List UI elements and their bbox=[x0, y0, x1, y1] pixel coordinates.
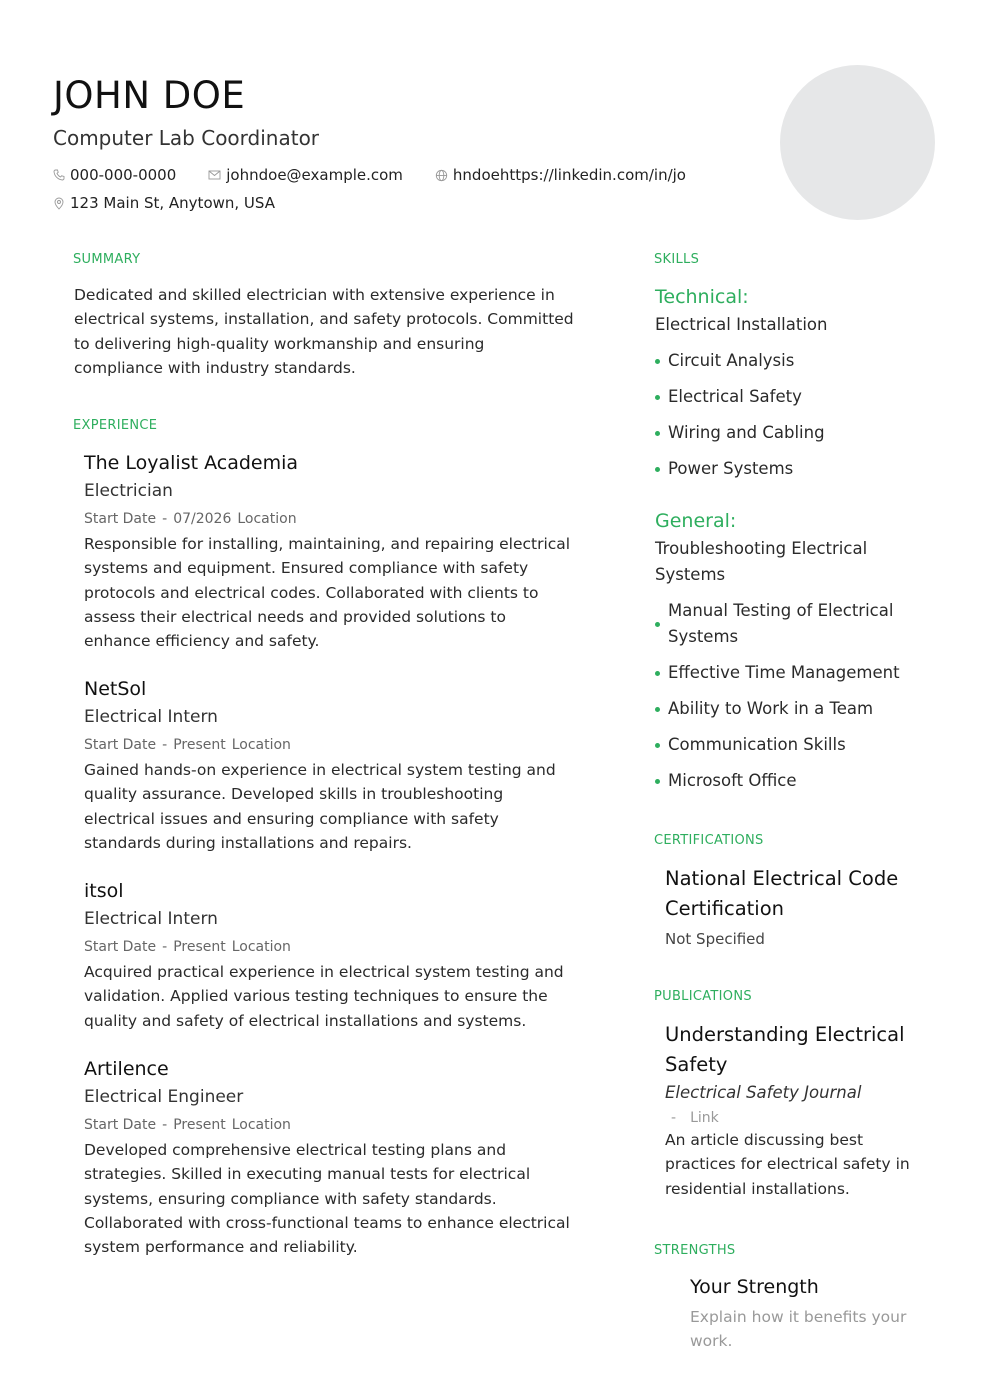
email-text[interactable]: johndoe@example.com bbox=[226, 166, 403, 184]
strength-description: Explain how it benefits your work. bbox=[690, 1308, 907, 1351]
job-description: Gained hands-on experience in electrical system testing and quality assurance. Developed skills in troubleshooting electrical issues and ensuring compliance with safety standards during installations and repairs. bbox=[84, 761, 556, 852]
job-role: Electrical Engineer bbox=[84, 1087, 244, 1107]
summary-heading: SUMMARY bbox=[73, 252, 141, 267]
job-date-sep: - bbox=[162, 737, 168, 753]
website-text[interactable]: hndoehttps://linkedin.com/in/jo bbox=[452, 166, 686, 184]
job-date-sep: - bbox=[162, 1117, 168, 1133]
bullet-icon bbox=[655, 622, 660, 627]
experience-item bbox=[84, 450, 574, 653]
job-meta bbox=[84, 735, 574, 755]
job-role: Electrical Intern bbox=[84, 909, 218, 929]
skill-item: Microsoft Office bbox=[655, 768, 915, 794]
skill-list bbox=[655, 598, 915, 794]
phone-text: 000-000-0000 bbox=[70, 166, 177, 184]
candidate-name: JOHN DOE bbox=[53, 74, 246, 117]
certification-issuer: Not Specified bbox=[665, 930, 765, 948]
job-meta bbox=[84, 937, 574, 957]
skill-item: Circuit Analysis bbox=[655, 348, 915, 374]
bullet-icon bbox=[655, 671, 660, 676]
skill-list bbox=[655, 348, 915, 482]
phone-icon bbox=[53, 169, 65, 181]
publication-link-row bbox=[665, 1110, 915, 1126]
publication-title: Understanding Electrical Safety bbox=[665, 1023, 905, 1076]
address-row bbox=[53, 194, 307, 212]
job-description: Acquired practical experience in electrical system testing and validation. Applied various testing techniques to ensure the quality and safety of electrical installations and systems. bbox=[84, 963, 564, 1030]
skill-item: Electrical Safety bbox=[655, 384, 915, 410]
job-location: Location bbox=[237, 511, 297, 527]
job-end: Present bbox=[173, 737, 226, 753]
job-location: Location bbox=[231, 1117, 291, 1133]
company-name: NetSol bbox=[84, 678, 147, 700]
job-role: Electrical Intern bbox=[84, 707, 218, 727]
publication-description: An article discussing best practices for electrical safety in residential installations. bbox=[665, 1131, 910, 1198]
job-role: Electrician bbox=[84, 481, 173, 501]
skill-item: Electrical Installation bbox=[655, 315, 828, 334]
contact-address bbox=[53, 194, 275, 212]
publications-heading: PUBLICATIONS bbox=[654, 989, 752, 1004]
job-date-sep: - bbox=[162, 511, 168, 527]
skill-item: Manual Testing of Electrical Systems bbox=[655, 598, 915, 650]
certification-item bbox=[665, 864, 915, 948]
candidate-title: Computer Lab Coordinator bbox=[53, 126, 320, 150]
globe-icon bbox=[435, 169, 448, 182]
skill-item: Troubleshooting Electrical Systems bbox=[655, 539, 868, 584]
certifications-heading: CERTIFICATIONS bbox=[654, 833, 764, 848]
skill-item: Communication Skills bbox=[655, 732, 915, 758]
profile-photo-placeholder bbox=[780, 65, 935, 220]
job-end: Present bbox=[173, 1117, 226, 1133]
publication-journal: Electrical Safety Journal bbox=[665, 1083, 862, 1102]
contact-email[interactable] bbox=[208, 166, 403, 184]
job-description: Developed comprehensive electrical testing plans and strategies. Skilled in executing manual tests for electrical systems, ensuring compliance with safety standards. Collaborated with cross-functional teams to enhance electrical system performance and reliability. bbox=[84, 1141, 570, 1257]
job-end: 07/2026 bbox=[173, 511, 232, 527]
skill-group-general bbox=[655, 508, 915, 794]
bullet-icon bbox=[655, 743, 660, 748]
skill-category: Technical: bbox=[655, 286, 749, 308]
skill-item: Ability to Work in a Team bbox=[655, 696, 915, 722]
publication-item bbox=[665, 1020, 915, 1201]
company-name: The Loyalist Academia bbox=[84, 452, 299, 474]
job-description: Responsible for installing, maintaining, and repairing electrical systems and equipment. Ensured compliance with safety protocols and electrical codes. Collaborated with clients to assess their electrical needs and provided solutions to enhance efficiency and safety. bbox=[84, 535, 571, 651]
certification-name: National Electrical Code Certification bbox=[665, 867, 899, 920]
skill-item: Wiring and Cabling bbox=[655, 420, 915, 446]
skill-group-technical bbox=[655, 284, 915, 482]
bullet-icon bbox=[655, 779, 660, 784]
publication-sep: - bbox=[671, 1110, 677, 1126]
experience-heading: EXPERIENCE bbox=[73, 418, 158, 433]
job-location: Location bbox=[231, 939, 291, 955]
bullet-icon bbox=[655, 707, 660, 712]
job-start: Start Date bbox=[84, 1117, 157, 1133]
bullet-icon bbox=[655, 431, 660, 436]
publication-link[interactable]: Link bbox=[690, 1110, 719, 1126]
experience-item bbox=[84, 1056, 574, 1259]
job-end: Present bbox=[173, 939, 226, 955]
job-start: Start Date bbox=[84, 511, 157, 527]
skills-heading: SKILLS bbox=[654, 252, 700, 267]
contact-website[interactable] bbox=[435, 166, 686, 184]
job-location: Location bbox=[231, 737, 291, 753]
experience-item bbox=[84, 878, 574, 1033]
job-start: Start Date bbox=[84, 939, 157, 955]
job-meta bbox=[84, 1115, 574, 1135]
bullet-icon bbox=[655, 395, 660, 400]
bullet-icon bbox=[655, 359, 660, 364]
summary-text: Dedicated and skilled electrician with extensive experience in electrical systems, installation, and safety protocols. Committed to delivering high-quality workmanship and ensuring compliance with industry standards. bbox=[74, 286, 574, 378]
contact-phone bbox=[53, 166, 176, 184]
strength-title: Your Strength bbox=[690, 1276, 819, 1298]
mail-icon bbox=[208, 169, 221, 181]
job-start: Start Date bbox=[84, 737, 157, 753]
job-meta bbox=[84, 509, 574, 529]
address-text: 123 Main St, Anytown, USA bbox=[70, 194, 275, 212]
contact-row bbox=[53, 166, 718, 184]
skill-category: General: bbox=[655, 510, 737, 532]
skill-item: Effective Time Management bbox=[655, 660, 915, 686]
strengths-heading: STRENGTHS bbox=[654, 1243, 736, 1258]
strength-item bbox=[690, 1273, 915, 1354]
location-pin-icon bbox=[53, 197, 65, 210]
bullet-icon bbox=[655, 467, 660, 472]
job-date-sep: - bbox=[162, 939, 168, 955]
company-name: Artilence bbox=[84, 1058, 169, 1080]
company-name: itsol bbox=[84, 880, 124, 902]
experience-item bbox=[84, 676, 574, 855]
skill-item: Power Systems bbox=[655, 456, 915, 482]
